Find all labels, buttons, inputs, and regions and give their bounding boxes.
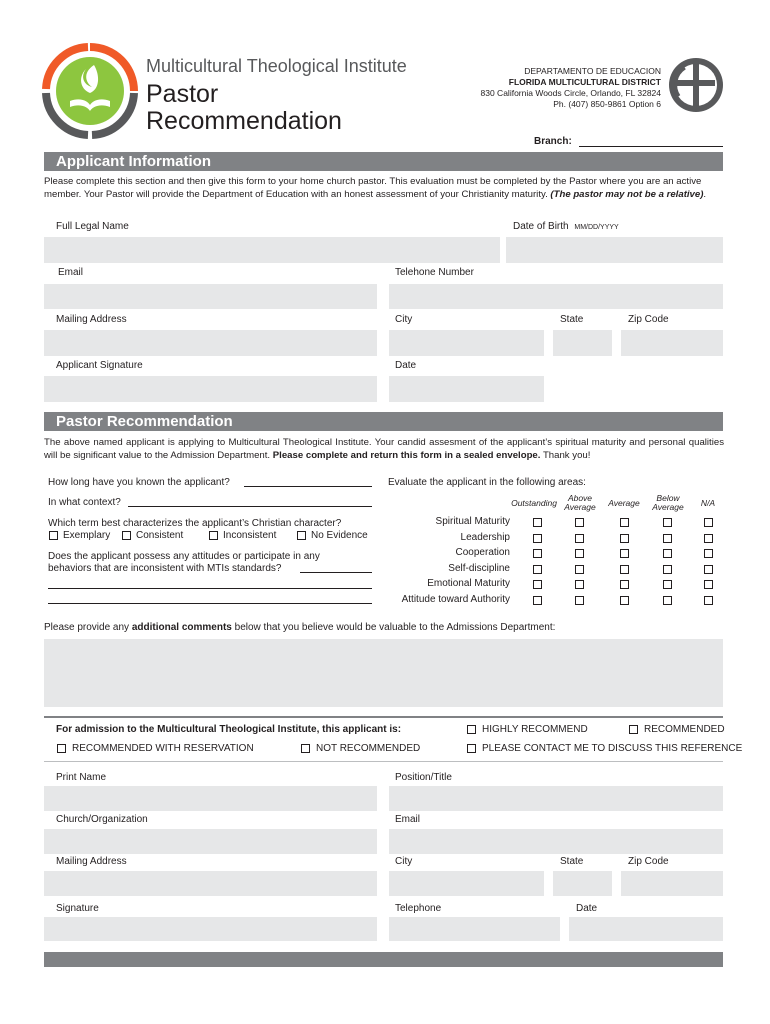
contact-me-checkbox[interactable]: [467, 744, 476, 753]
rating-checkbox[interactable]: [533, 549, 542, 558]
pastor-zip-input[interactable]: [621, 871, 723, 896]
rating-checkbox[interactable]: [575, 580, 584, 589]
rating-header-na-text: N/A: [700, 498, 716, 508]
rating-checkbox[interactable]: [704, 518, 713, 527]
rating-checkbox[interactable]: [575, 565, 584, 574]
form-title-line2: Recommendation: [146, 107, 342, 135]
evaluate-label: Evaluate the applicant in the following areas:: [388, 477, 586, 488]
comments-prompt-pre: Please provide any: [44, 622, 132, 633]
email-label: Email: [58, 267, 84, 278]
rating-checkbox[interactable]: [575, 596, 584, 605]
term-consistent-checkbox[interactable]: [122, 531, 131, 540]
pastor-intro-text: The above named applicant is applying to Multicultural Theological Institute. Your candid assesment of the applicant’s spiritual maturity and personal qualities will be significant value to the Admission Department.: [44, 437, 724, 461]
rating-checkbox[interactable]: [575, 518, 584, 527]
rating-header-na: [696, 499, 720, 508]
highly-recommend-checkbox[interactable]: [467, 725, 476, 734]
context-question: In what context?: [48, 497, 121, 508]
comments-prompt-post: below that you believe would be valuable to the Admissions Department:: [231, 622, 556, 633]
admission-bottom-rule: [44, 761, 723, 762]
term-inconsistent-checkbox[interactable]: [209, 531, 218, 540]
rating-checkbox[interactable]: [704, 549, 713, 558]
rating-checkbox[interactable]: [663, 534, 672, 543]
pastor-section-title: Pastor Recommendation: [56, 413, 233, 430]
mailing-label: Mailing Address: [56, 314, 127, 325]
position-input[interactable]: [389, 786, 723, 811]
pastor-telephone-label: Telephone: [395, 903, 442, 914]
rating-header-above-average: [556, 494, 604, 512]
attitudes-input-3[interactable]: [48, 603, 372, 604]
rating-header-above-text: Above: [567, 493, 593, 503]
applicant-intro-end: .: [703, 188, 707, 200]
contact-me-label: PLEASE CONTACT ME TO DISCUSS THIS REFERENCE: [482, 743, 743, 754]
full-name-input[interactable]: [44, 237, 500, 263]
pastor-city-label: City: [395, 856, 413, 867]
pastor-mailing-label: Mailing Address: [56, 856, 127, 867]
rating-checkbox[interactable]: [620, 580, 629, 589]
rating-header-outstanding: [505, 499, 563, 508]
city-input[interactable]: [389, 330, 544, 356]
pastor-mailing-input[interactable]: [44, 871, 377, 896]
rating-grid: [350, 514, 730, 610]
branch-input[interactable]: [579, 146, 723, 147]
term-inconsistent-label: Inconsistent: [223, 530, 277, 541]
recommended-with-reservation-checkbox[interactable]: [57, 744, 66, 753]
comments-input[interactable]: [44, 639, 723, 707]
rating-checkbox[interactable]: [704, 534, 713, 543]
context-input[interactable]: [128, 506, 372, 507]
seal-icon: [667, 56, 725, 114]
rating-checkbox[interactable]: [663, 549, 672, 558]
signature-input[interactable]: [44, 376, 377, 402]
full-name-label: Full Legal Name: [56, 221, 129, 232]
state-input[interactable]: [553, 330, 612, 356]
form-title-line1: Pastor: [146, 80, 219, 108]
term-exemplary-checkbox[interactable]: [49, 531, 58, 540]
position-label: Position/Title: [395, 772, 452, 783]
attitudes-input-2[interactable]: [48, 588, 372, 589]
print-name-label: Print Name: [56, 772, 107, 783]
rating-checkbox[interactable]: [533, 580, 542, 589]
rating-header-average-text: Average: [608, 498, 640, 508]
applicant-intro-emphasis: (The pastor may not be a relative): [550, 188, 704, 200]
rating-header-below-text: Below: [656, 493, 680, 503]
rating-checkbox[interactable]: [533, 565, 542, 574]
applicant-section-title: Applicant Information: [56, 153, 211, 170]
rating-trait-label: Self-discipline: [448, 563, 510, 574]
dept-phone: Ph. (407) 850-9861 Option 6: [553, 99, 661, 109]
dob-label: [513, 221, 619, 234]
rating-checkbox[interactable]: [620, 549, 629, 558]
dob-label-text: Date of Birth: [513, 221, 569, 232]
attitudes-question-line1: Does the applicant possess any attitudes or participate in any: [48, 551, 320, 562]
rating-checkbox[interactable]: [620, 518, 629, 527]
pastor-signature-input[interactable]: [44, 917, 377, 941]
how-long-input[interactable]: [244, 486, 372, 487]
pastor-signature-label: Signature: [56, 903, 99, 914]
date-input[interactable]: [389, 376, 544, 402]
rating-checkbox[interactable]: [620, 565, 629, 574]
pastor-email-label: Email: [395, 814, 421, 825]
zip-label: Zip Code: [628, 314, 669, 325]
state-label: State: [560, 314, 584, 325]
rating-header-below-average-text: Average: [652, 502, 684, 512]
rating-checkbox[interactable]: [533, 596, 542, 605]
rating-checkbox[interactable]: [575, 549, 584, 558]
date-label: Date: [395, 360, 417, 371]
term-consistent-label: Consistent: [136, 530, 184, 541]
rating-checkbox[interactable]: [533, 518, 542, 527]
pastor-date-input[interactable]: [569, 917, 723, 941]
dept-address: 830 California Woods Circle, Orlando, FL 32824: [480, 88, 661, 98]
pastor-email-input[interactable]: [389, 829, 723, 854]
recommended-checkbox[interactable]: [629, 725, 638, 734]
rating-checkbox[interactable]: [620, 534, 629, 543]
district-name: FLORIDA MULTICULTURAL DISTRICT: [508, 77, 661, 87]
rating-trait-label: Attitude toward Authority: [401, 594, 510, 605]
pastor-section-bar: [44, 412, 723, 431]
pastor-telephone-input[interactable]: [389, 917, 560, 941]
how-long-question: How long have you known the applicant?: [48, 477, 230, 488]
term-no-evidence-label: No Evidence: [311, 530, 368, 541]
rating-checkbox[interactable]: [704, 596, 713, 605]
pastor-intro-emphasis: Please complete and return this form in a sealed envelope.: [272, 449, 541, 461]
term-question: Which term best characterizes the applicant’s Christian character?: [48, 518, 342, 529]
admission-top-rule: [44, 716, 723, 718]
term-exemplary-label: Exemplary: [63, 530, 111, 541]
rating-trait-label: Emotional Maturity: [427, 578, 510, 589]
applicant-intro: [44, 176, 724, 201]
logo: [42, 43, 138, 139]
pastor-zip-label: Zip Code: [628, 856, 669, 867]
rating-checkbox[interactable]: [620, 596, 629, 605]
highly-recommend-label: HIGHLY RECOMMEND: [482, 724, 588, 735]
branch-label: Branch:: [534, 136, 572, 147]
comments-prompt-bold: additional comments: [131, 622, 232, 633]
city-label: City: [395, 314, 413, 325]
rating-checkbox[interactable]: [575, 534, 584, 543]
pastor-intro-end: Thank you!: [542, 449, 591, 461]
dob-format: MM/DD/YYYY: [574, 224, 619, 231]
not-recommended-checkbox[interactable]: [301, 744, 310, 753]
rating-checkbox[interactable]: [663, 596, 672, 605]
institute-name: Multicultural Theological Institute: [146, 56, 407, 76]
applicant-intro-text: Please complete this section and then give this form to your home church pastor. This evaluation must be completed by the Pastor where you are an active member. Your Pastor will provide the Department of Education with an honest assessment of your Christianity maturity.: [44, 176, 702, 200]
comments-prompt: [44, 622, 555, 634]
email-input[interactable]: [44, 284, 377, 309]
rating-checkbox[interactable]: [663, 565, 672, 574]
rating-checkbox[interactable]: [704, 565, 713, 574]
term-no-evidence-checkbox[interactable]: [297, 531, 306, 540]
rating-checkbox[interactable]: [663, 518, 672, 527]
pastor-date-label: Date: [576, 903, 598, 914]
rating-checkbox[interactable]: [704, 580, 713, 589]
rating-checkbox[interactable]: [663, 580, 672, 589]
pastor-intro: [44, 437, 724, 462]
rating-header-outstanding-text: Outstanding: [511, 498, 557, 508]
church-label: Church/Organization: [56, 814, 148, 825]
rating-header-above-average-text: Average: [564, 502, 596, 512]
rating-header-average: [602, 499, 646, 508]
dob-input[interactable]: [506, 237, 723, 263]
rating-trait-label: Cooperation: [455, 547, 510, 558]
dept-contact: [440, 66, 661, 110]
phone-label: Telehone Number: [395, 267, 474, 278]
dept-name: DEPARTAMENTO DE EDUCACION: [524, 66, 661, 76]
pastor-state-input[interactable]: [553, 871, 612, 896]
footer-bar: [44, 952, 723, 967]
admission-prompt: For admission to the Multicultural Theological Institute, this applicant is:: [56, 724, 402, 735]
rating-checkbox[interactable]: [533, 534, 542, 543]
print-name-input[interactable]: [44, 786, 377, 811]
zip-input[interactable]: [621, 330, 723, 356]
applicant-section-bar: [44, 152, 723, 171]
pastor-state-label: State: [560, 856, 584, 867]
signature-label: Applicant Signature: [56, 360, 143, 371]
pastor-city-input[interactable]: [389, 871, 544, 896]
phone-input[interactable]: [389, 284, 723, 309]
rating-header-below-average: [646, 494, 690, 512]
not-recommended-label: NOT RECOMMENDED: [316, 743, 421, 754]
recommended-label: RECOMMENDED: [644, 724, 725, 735]
attitudes-question-line2: behaviors that are inconsistent with MTIs standards?: [48, 563, 282, 574]
church-input[interactable]: [44, 829, 377, 854]
mailing-input[interactable]: [44, 330, 377, 356]
recommended-with-reservation-label: RECOMMENDED WITH RESERVATION: [72, 743, 254, 754]
rating-trait-label: Leadership: [460, 532, 510, 543]
rating-trait-label: Spiritual Maturity: [435, 516, 510, 527]
